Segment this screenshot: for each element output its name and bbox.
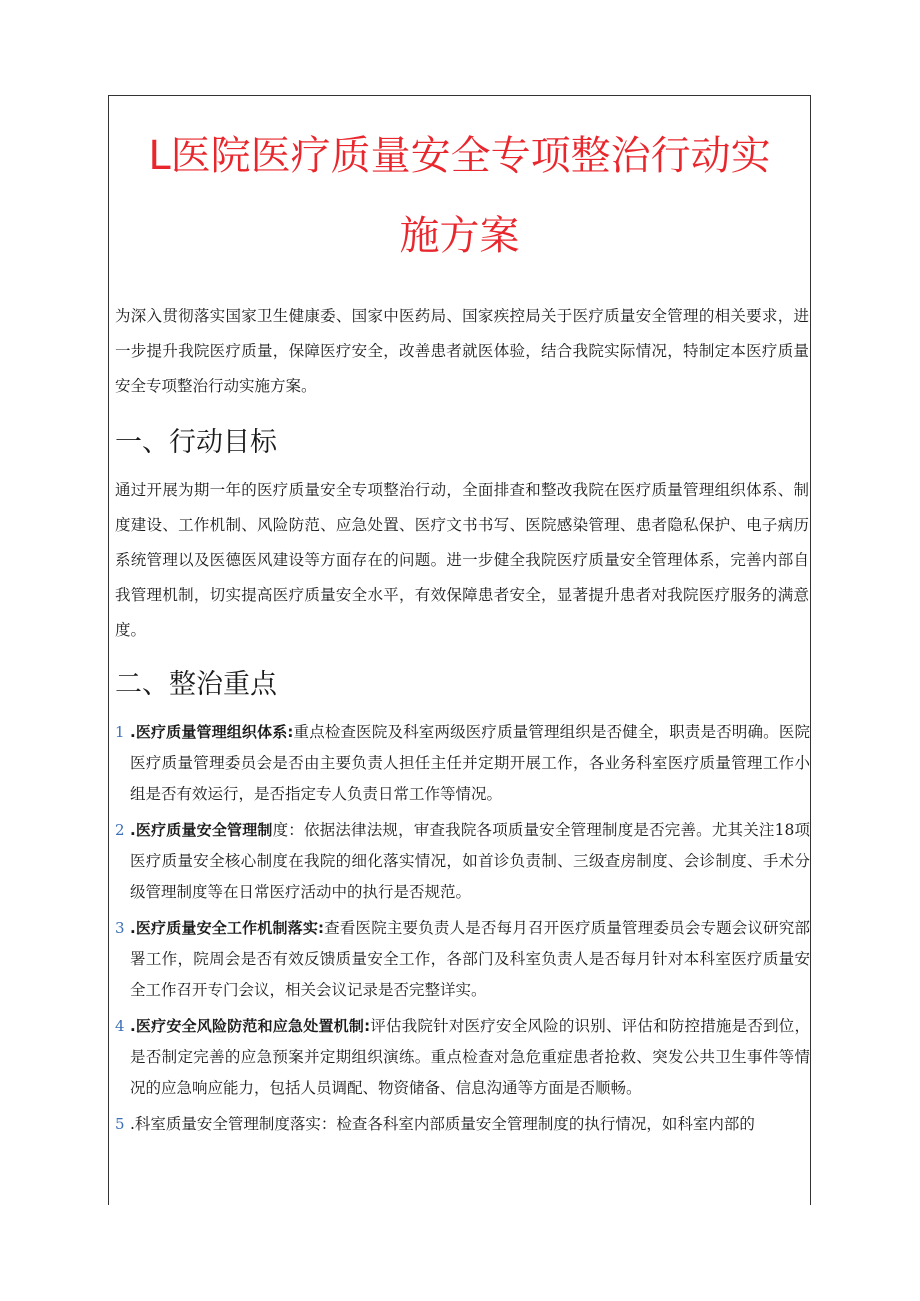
goals-paragraph: 通过开展为期一年的医疗质量安全专项整治行动，全面排查和整改我院在医疗质量管理组织体系、制度建设、工作机制、风险防范、应急处置、医疗文书书写、医院感染管理、患者隐私保护、电子病历系统管理以及医德医风建设等方面存在的问题。进一步健全我院医疗质量安全管理体系，完善内部自我管理机制，切实提高医疗质量安全水平，有效保障患者安全，显著提升患者对我院医疗服务的满意度。	[115, 481, 809, 639]
section-heading-focus: 二、整治重点	[115, 669, 277, 700]
intro-paragraph: 为深入贯彻落实国家卫生健康委、国家中医药局、国家疾控局关于医疗质量安全管理的相关要求，进一步提升我院医疗质量，保障医疗安全，改善患者就医体验，结合我院实际情况，特制定本医疗质量安全专项整治行动实施方案。	[115, 307, 809, 395]
list-item-title: .医疗安全风险防范和应急处置机制:	[130, 1017, 371, 1035]
document-page	[108, 95, 811, 1205]
list-item-number: 3	[115, 919, 125, 937]
list-item	[109, 815, 811, 908]
document-title-line-1: L医院医疗质量安全专项整治行动实	[148, 133, 771, 179]
list-item-text: 评估我院针对医疗安全风险的识别、评估和防控措施是否到位，是否制定完善的应急预案并定期组织演练。重点检查对急危重症患者抢救、突发公共卫生事件等情况的应急响应能力，包括人员调配、物资储备、信息沟通等方面是否顺畅。	[130, 1017, 810, 1097]
list-item-text: 查看医院主要负责人是否每月召开医疗质量管理委员会专题会议研究部署工作，院周会是否有效反馈质量安全工作，各部门及科室负责人是否每月针对本科室医疗质量安全工作召开专门会议，相关会议记录是否完整详实。	[130, 919, 810, 999]
list-item	[109, 913, 811, 1006]
focus-list	[109, 717, 811, 1145]
list-item-text: 度：依据法律法规，审查我院各项质量安全管理制度是否完善。尤其关注18项医疗质量安全核心制度在我院的细化落实情况，如首诊负责制、三级查房制度、会诊制度、手术分级管理制度等在日常医疗活动中的执行是否规范。	[130, 821, 810, 901]
document-title-line-2: 施方案	[399, 213, 520, 259]
list-item-text: .科室质量安全管理制度落实：检查各科室内部质量安全管理制度的执行情况，如科室内部的	[130, 1115, 755, 1133]
list-item-body	[130, 1109, 810, 1140]
list-item-title: .医疗质量安全工作机制落实:	[130, 919, 324, 937]
list-item	[109, 717, 811, 810]
list-item-title: .医疗质量管理组织体系:	[130, 723, 294, 741]
list-item-text: 重点检查医院及科室两级医疗质量管理组织是否健全，职责是否明确。医院医疗质量管理委员会是否由主要负责人担任主任并定期开展工作，各业务科室医疗质量管理工作小组是否有效运行，是否指定专人负责日常工作等情况。	[130, 723, 810, 803]
list-item-body	[130, 1011, 810, 1104]
list-item-title: .医疗质量安全管理制	[130, 821, 273, 839]
list-item	[109, 1109, 811, 1140]
list-item-body	[130, 913, 810, 1006]
list-item-number: 2	[115, 821, 125, 839]
list-item	[109, 1011, 811, 1104]
section-heading-goals: 一、行动目标	[115, 427, 277, 458]
list-item-number: 5	[115, 1115, 125, 1133]
list-item-number: 1	[115, 723, 125, 741]
list-item-body	[130, 717, 810, 810]
list-item-number: 4	[115, 1017, 125, 1035]
list-item-body	[130, 815, 810, 908]
